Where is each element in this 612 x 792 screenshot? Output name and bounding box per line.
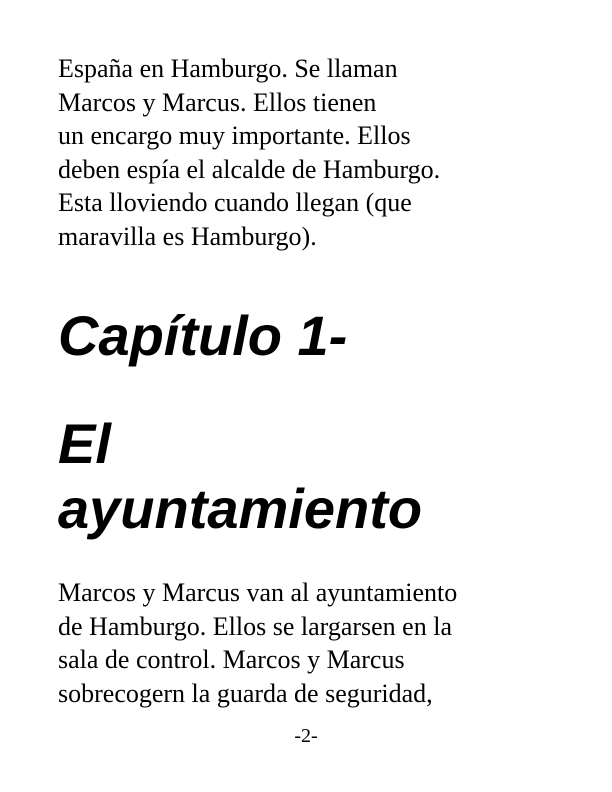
text-line: un encargo muy importante. Ellos xyxy=(58,121,411,150)
text-line: sala de control. Marcos y Marcus xyxy=(58,645,405,674)
page-number: -2- xyxy=(294,725,318,747)
text-line: España en Hamburgo. Se llaman xyxy=(58,54,398,83)
text-line: Marcos y Marcus van al ayuntamiento xyxy=(58,578,458,607)
body-paragraph-2 xyxy=(58,576,558,710)
chapter-title xyxy=(58,411,422,541)
text-line: maravilla es Hamburgo). xyxy=(58,221,317,251)
body-paragraph-1 xyxy=(58,52,558,253)
text-line: sobrecogern la guarda de seguridad, xyxy=(58,678,433,708)
chapter-title-line: El xyxy=(58,412,111,475)
text-line: de Hamburgo. Ellos se largarsen en la xyxy=(58,611,452,641)
text-line: Marcos y Marcus. Ellos tienen xyxy=(58,87,377,117)
chapter-heading: Capítulo 1- xyxy=(58,304,348,367)
chapter-title-line: ayuntamiento xyxy=(58,477,423,540)
text-line: Esta lloviendo cuando llegan (que xyxy=(58,188,412,217)
text-line: deben espía el alcalde de Hamburgo. xyxy=(58,154,441,184)
